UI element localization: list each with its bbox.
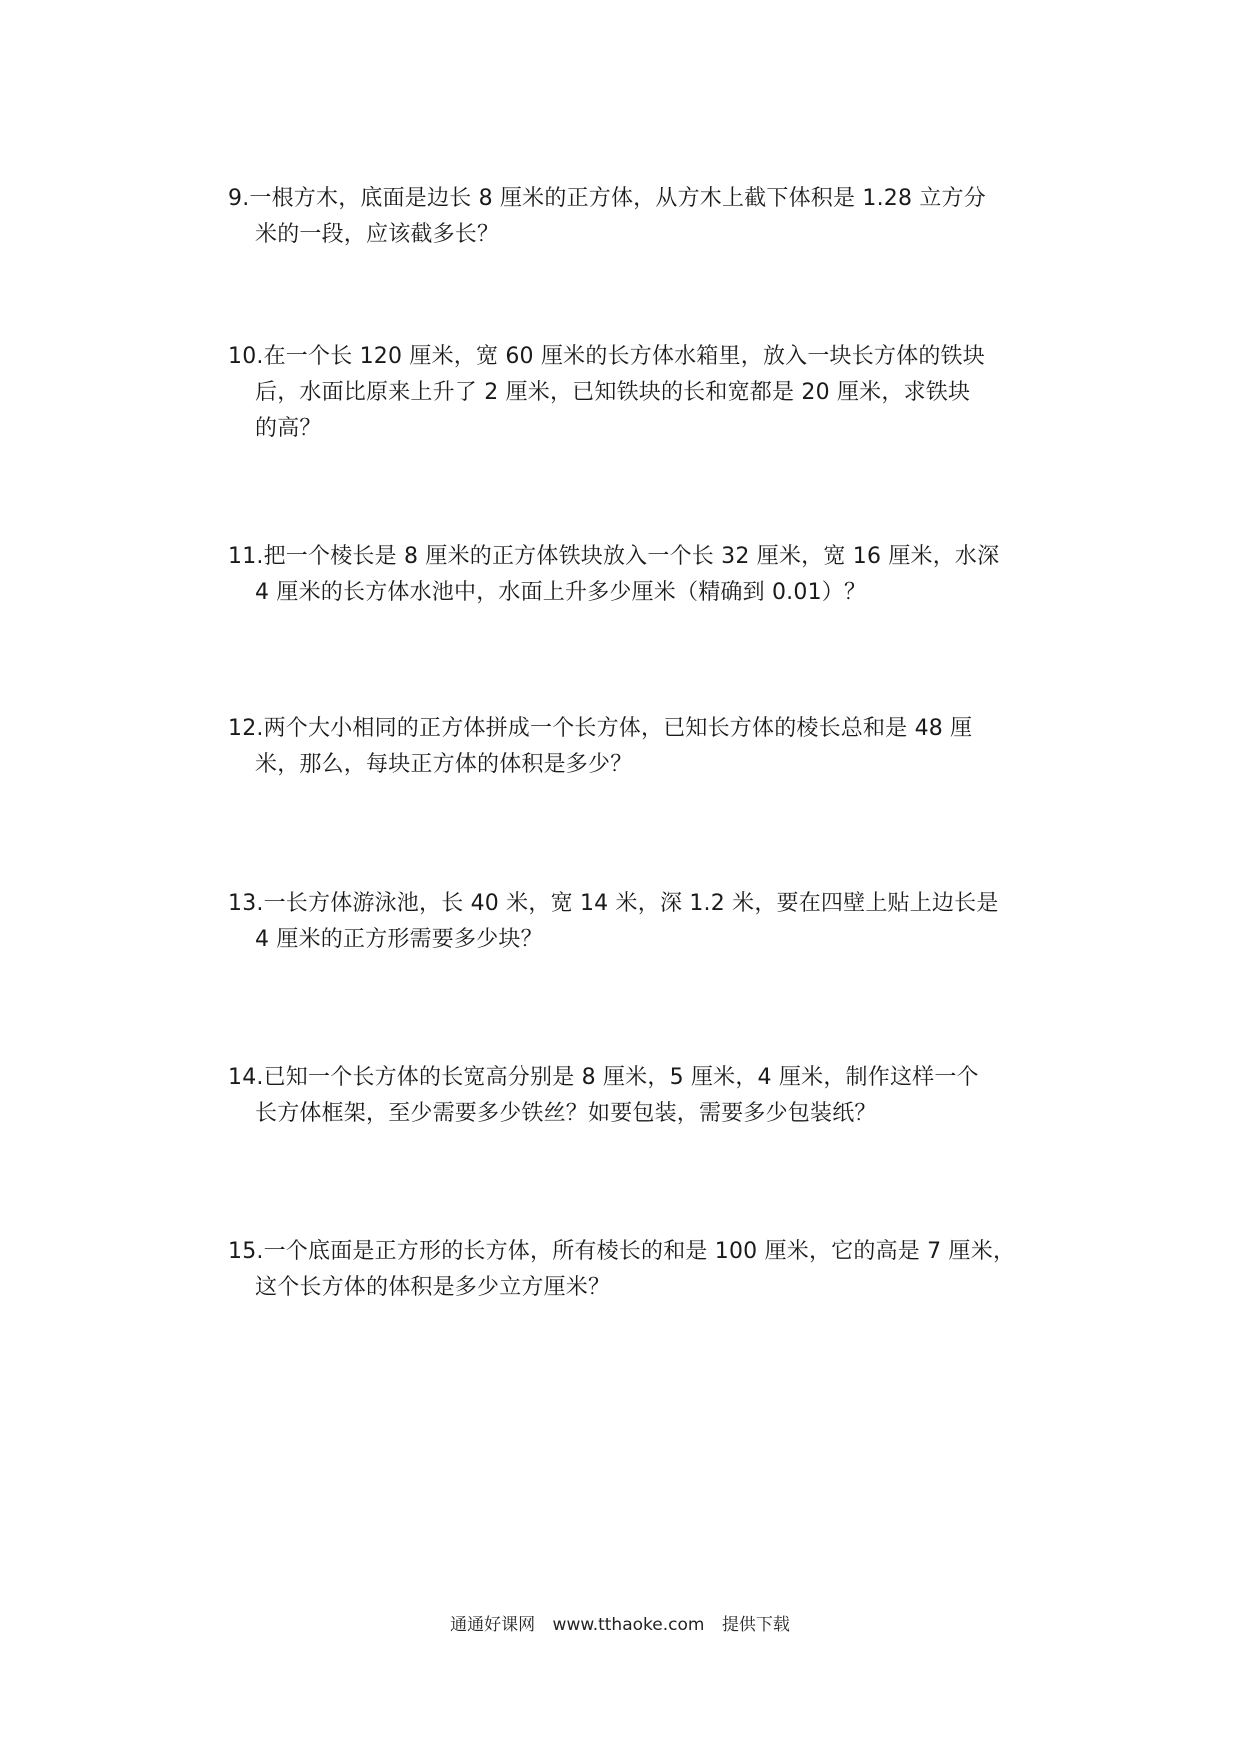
problem-15-line-1: 15.一个底面是正方形的长方体，所有棱长的和是 100 厘米，它的高是 7 厘米，: [228, 1239, 1016, 1264]
problem-11-line-2: 4 厘米的长方体水池中，水面上升多少厘米（精确到 0.01）？: [255, 580, 867, 605]
problem-12-line-2: 米，那么，每块正方体的体积是多少？: [255, 752, 633, 777]
problem-10: [228, 339, 1050, 447]
problem-10-line-2: 后，水面比原来上升了 2 厘米，已知铁块的长和宽都是 20 厘米，求铁块: [255, 380, 971, 405]
problem-14-line-2: 长方体框架，至少需要多少铁丝？如要包装，需要多少包装纸？: [255, 1101, 877, 1126]
problem-10-line-1: 10.在一个长 120 厘米，宽 60 厘米的长方体水箱里，放入一块长方体的铁块: [228, 344, 985, 369]
problem-13-line-1: 13.一长方体游泳池，长 40 米，宽 14 米，深 1.2 米，要在四壁上贴上边长是: [228, 891, 999, 916]
problem-14: [228, 1060, 1050, 1132]
problem-9-line-2: 米的一段，应该截多长？: [255, 222, 500, 247]
problem-11-line-1: 11.把一个棱长是 8 厘米的正方体铁块放入一个长 32 厘米，宽 16 厘米，水深: [228, 544, 1000, 569]
problem-9-line-1: 9.一根方木，底面是边长 8 厘米的正方体，从方木上截下体积是 1.28 立方分: [228, 186, 986, 211]
problem-14-line-1: 14.已知一个长方体的长宽高分别是 8 厘米，5 厘米，4 厘米，制作这样一个: [228, 1065, 979, 1090]
problem-13-line-2: 4 厘米的正方形需要多少块？: [255, 927, 543, 952]
problem-9: [228, 181, 1050, 253]
problem-11: [228, 539, 1050, 611]
footer-url-link[interactable]: www.tthaoke.com: [552, 1615, 705, 1635]
problem-12-line-1: 12.两个大小相同的正方体拼成一个长方体，已知长方体的棱长总和是 48 厘: [228, 716, 973, 741]
problem-15-line-2: 这个长方体的体积是多少立方厘米？: [255, 1275, 611, 1300]
page-footer: [0, 1613, 1240, 1637]
footer-site-name: 通通好课网: [450, 1615, 536, 1635]
problem-12: [228, 711, 1050, 783]
problem-10-line-3: 的高？: [255, 416, 322, 441]
problem-13: [228, 886, 1050, 958]
problem-15: [228, 1234, 1050, 1306]
footer-suffix: 提供下载: [721, 1615, 790, 1635]
